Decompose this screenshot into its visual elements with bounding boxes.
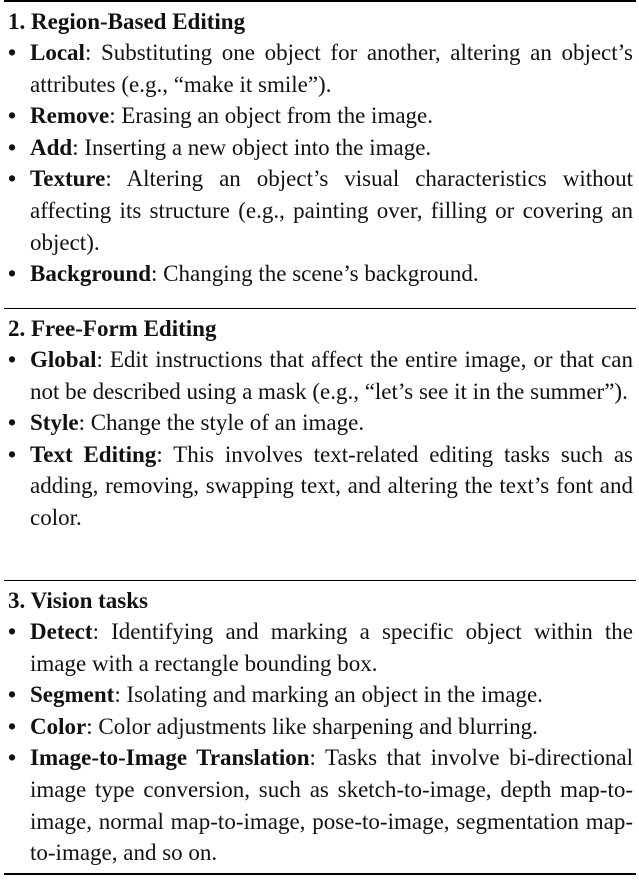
item-term: Color — [30, 713, 87, 739]
item-description: : Tasks that involve bi-directional image type conversion, such as sketch-to-image, depth map-to-image, normal map-to-image, pose-to-image, segmentation map-to-image, and so on. — [30, 745, 633, 866]
edit-taxonomy-table — [4, 0, 636, 875]
bullet-icon: • — [8, 441, 17, 467]
item-description: : Color adjustments like sharpening and blurring. — [86, 713, 538, 739]
item-term: Add — [30, 134, 73, 160]
bullet-icon: • — [8, 103, 17, 129]
section-title: 3. Vision tasks — [8, 588, 148, 613]
section-vision-tasks — [4, 581, 636, 873]
item-description: : Identifying and marking a specific object within the image with a rectangle bounding box. — [30, 619, 633, 676]
list-item-background — [8, 258, 633, 290]
bullet-icon: • — [8, 745, 17, 771]
item-description: : This involves text-related editing tasks such as adding, removing, swapping text, and altering the text’s font and color. — [30, 441, 633, 530]
list-item-style — [8, 407, 633, 439]
section-region-based-editing — [4, 2, 636, 308]
item-term: Style — [30, 410, 79, 436]
bullet-icon: • — [8, 261, 17, 287]
item-term: Segment — [30, 682, 115, 708]
item-description: : Inserting a new object into the image. — [72, 134, 432, 160]
item-term: Remove — [30, 103, 110, 129]
item-term: Texture — [30, 166, 106, 192]
list-item-image-to-image-translation — [8, 742, 633, 868]
item-description: : Changing the scene’s background. — [151, 261, 479, 287]
item-term: Detect — [30, 619, 93, 644]
bullet-icon: • — [8, 166, 17, 192]
item-term: Image-to-Image Translation — [30, 745, 310, 771]
bullet-icon: • — [8, 40, 17, 65]
section-free-form-editing — [4, 309, 636, 580]
item-description: : Substituting one object for another, altering an object’s attributes (e.g., “make it smile”). — [30, 40, 633, 97]
item-term: Local — [30, 40, 85, 65]
item-description: : Erasing an object from the image. — [109, 103, 433, 129]
bullet-icon: • — [8, 134, 17, 160]
bullet-icon: • — [8, 682, 17, 708]
bullet-icon: • — [8, 347, 17, 372]
list-item-segment — [8, 679, 633, 711]
item-term: Global — [30, 347, 97, 372]
item-description: : Edit instructions that affect the entire image, or that can not be described using a mask (e.g., “let’s see it in the summer”). — [30, 347, 633, 404]
bullet-icon: • — [8, 713, 17, 739]
bottom-rule — [4, 873, 636, 875]
list-item-texture — [8, 163, 633, 258]
section-title: 1. Region-Based Editing — [8, 9, 246, 34]
list-item-remove — [8, 100, 633, 132]
list-item-local — [8, 37, 633, 100]
item-term: Text Editing — [30, 441, 157, 467]
list-item-global — [8, 344, 633, 407]
list-item-text-editing — [8, 439, 633, 534]
list-item-add — [8, 132, 633, 164]
bullet-icon: • — [8, 619, 17, 644]
list-item-detect — [8, 616, 633, 679]
item-description: : Isolating and marking an object in the image. — [114, 682, 543, 708]
section-title: 2. Free-Form Editing — [8, 316, 217, 341]
item-description: : Change the style of an image. — [78, 410, 365, 436]
item-description: : Altering an object’s visual characteristics without affecting its structure (e.g., painting over, filling or covering an object). — [30, 166, 633, 255]
list-item-color — [8, 711, 633, 743]
bullet-icon: • — [8, 410, 17, 436]
item-term: Background — [30, 261, 152, 287]
